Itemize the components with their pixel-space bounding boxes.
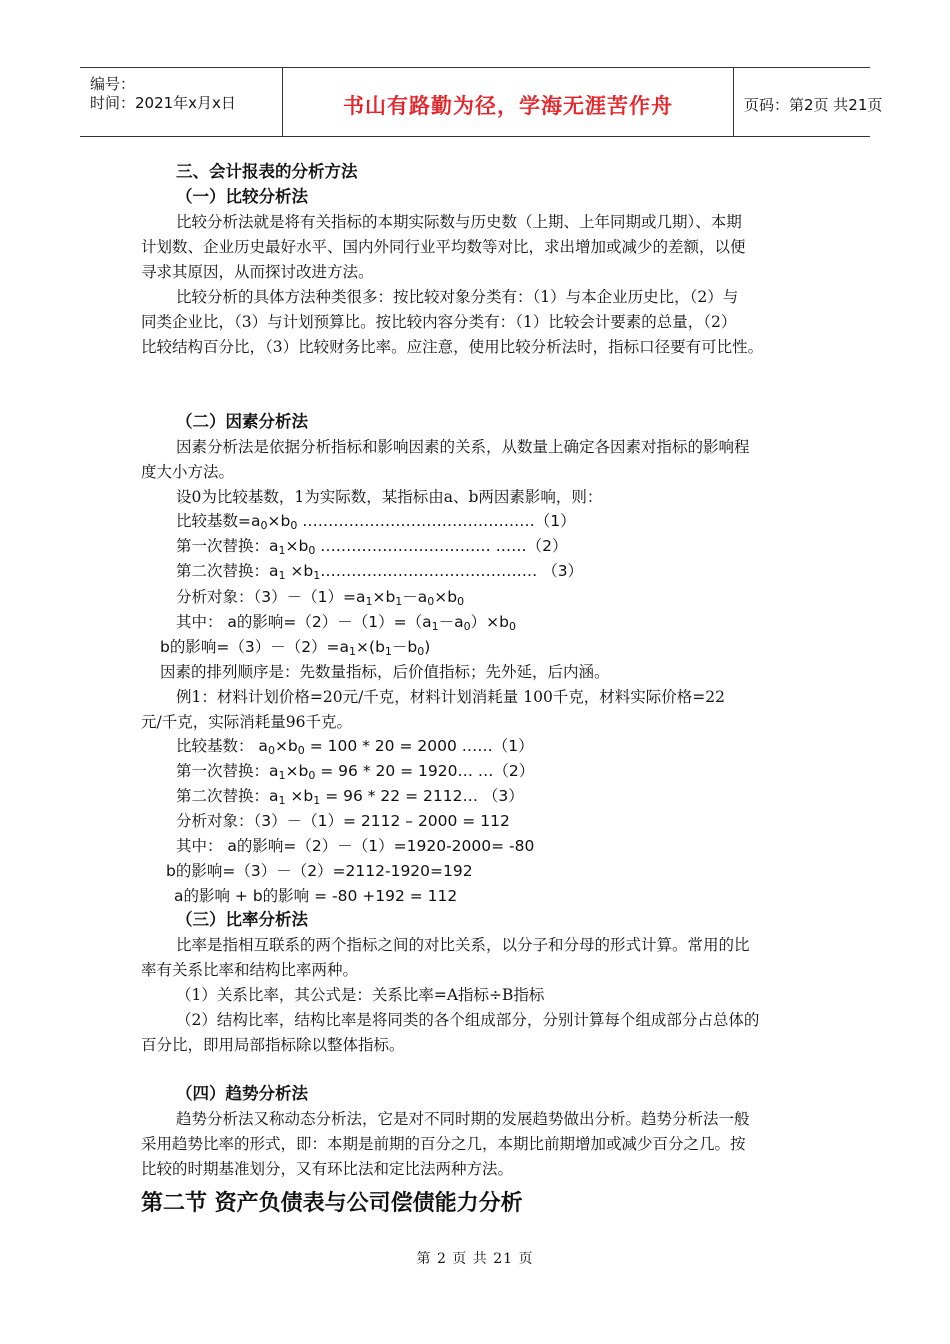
formula-line: 第一次替换：a1×b0 …………………………… ……（2） bbox=[176, 537, 568, 557]
header-motto: 书山有路勤为径，学海无涯苦作舟 bbox=[343, 94, 673, 118]
section-title: 三、会计报表的分析方法 bbox=[176, 162, 358, 181]
paragraph-line: 百分比，即用局部指标除以整体指标。 bbox=[141, 1036, 405, 1054]
doc-time-label: 时间：2021年x月x日 bbox=[90, 94, 236, 112]
example-line: 其中： a的影响=（2）－（1）=1920-2000= -80 bbox=[176, 837, 535, 855]
formula-line: 分析对象：（3）－（1）=a1×b1－a0×b0 bbox=[176, 588, 465, 608]
paragraph-line: 寻求其原因，从而探讨改进方法。 bbox=[141, 263, 374, 281]
formula-line: b的影响=（3）－（2）=a1×(b1－b0) bbox=[160, 638, 431, 658]
paragraph-line: 比率是指相互联系的两个指标之间的对比关系，以分子和分母的形式计算。常用的比 bbox=[176, 936, 750, 954]
paragraph-line: （1）关系比率，其公式是：关系比率=A指标÷B指标 bbox=[176, 986, 545, 1004]
subsection-title-comparison: （一）比较分析法 bbox=[176, 187, 308, 206]
paragraph-line: 比较分析法就是将有关指标的本期实际数与历史数（上期、上年同期或几期）、本期 bbox=[176, 213, 742, 231]
header-page-number: 页码：第2页 共21页 bbox=[744, 96, 883, 114]
paragraph-line: 率有关系比率和结构比率两种。 bbox=[141, 961, 359, 979]
paragraph-line: 比较分析的具体方法种类很多：按比较对象分类有：（1）与本企业历史比，（2）与 bbox=[176, 288, 739, 306]
header-motto-cell bbox=[283, 68, 734, 136]
formula-line: 其中： a的影响=（2）－（1）=（a1－a0）×b0 bbox=[176, 613, 516, 633]
example-line: b的影响=（3）－（2）=2112-1920=192 bbox=[166, 862, 473, 880]
example-line: 分析对象：（3）－（1）= 2112 – 2000 = 112 bbox=[176, 812, 510, 830]
paragraph-line: （2）结构比率，结构比率是将同类的各个组成部分，分别计算每个组成部分占总体的 bbox=[176, 1011, 760, 1029]
paragraph-line: 例1：材料计划价格=20元/千克，材料计划消耗量 100千克，材料实际价格=22 bbox=[176, 688, 726, 706]
formula-line: 第二次替换：a1 ×b1…………………………………… （3） bbox=[176, 562, 584, 582]
paragraph-line: 因素的排列顺序是：先数量指标，后价值指标；先外延，后内涵。 bbox=[160, 663, 610, 681]
subsection-title-factor: （二）因素分析法 bbox=[176, 412, 308, 431]
paragraph-line: 元/千克，实际消耗量96千克。 bbox=[141, 713, 352, 731]
example-line: 第二次替换：a1 ×b1 = 96 * 22 = 2112… （3） bbox=[176, 787, 524, 807]
paragraph-line: 计划数、企业历史最好水平、国内外同行业平均数等对比，求出增加或减少的差额，以便 bbox=[141, 238, 746, 256]
doc-number-label: 编号： bbox=[90, 75, 136, 93]
subsection-title-ratio: （三）比率分析法 bbox=[176, 910, 308, 929]
page-header bbox=[80, 67, 883, 137]
page-footer: 第 2 页 共 21 页 bbox=[416, 1251, 534, 1267]
formula-line: 比较基数=a0×b0 ………………………………………（1） bbox=[176, 512, 576, 532]
paragraph-line: 设0为比较基数，1为实际数，某指标由a、b两因素影响，则： bbox=[176, 488, 603, 506]
example-line: 第一次替换：a1×b0 = 96 * 20 = 1920… …（2） bbox=[176, 762, 535, 782]
header-meta-cell bbox=[80, 68, 283, 136]
example-line: 比较基数： a0×b0 = 100 * 20 = 2000 ……（1） bbox=[176, 737, 534, 757]
paragraph-line: 同类企业比，（3）与计划预算比。按比较内容分类有：（1）比较会计要素的总量，（2） bbox=[141, 313, 737, 331]
chapter-section-title: 第二节 资产负债表与公司偿债能力分析 bbox=[141, 1191, 523, 1216]
paragraph-line: 比较的时期基准划分，又有环比法和定比法两种方法。 bbox=[141, 1160, 514, 1178]
paragraph-line: 度大小方法。 bbox=[141, 463, 235, 481]
paragraph-line: 采用趋势比率的形式，即：本期是前期的百分之几，本期比前期增加或减少百分之几。按 bbox=[141, 1135, 746, 1153]
header-page-cell bbox=[734, 68, 883, 136]
paragraph-line: 比较结构百分比，（3）比较财务比率。应注意，使用比较分析法时，指标口径要有可比性。 bbox=[141, 338, 764, 356]
example-line: a的影响 + b的影响 = -80 +192 = 112 bbox=[174, 887, 458, 905]
subsection-title-trend: （四）趋势分析法 bbox=[176, 1084, 308, 1103]
paragraph-line: 趋势分析法又称动态分析法，它是对不同时期的发展趋势做出分析。趋势分析法一般 bbox=[176, 1110, 750, 1128]
paragraph-line: 因素分析法是依据分析指标和影响因素的关系，从数量上确定各因素对指标的影响程 bbox=[176, 438, 750, 456]
